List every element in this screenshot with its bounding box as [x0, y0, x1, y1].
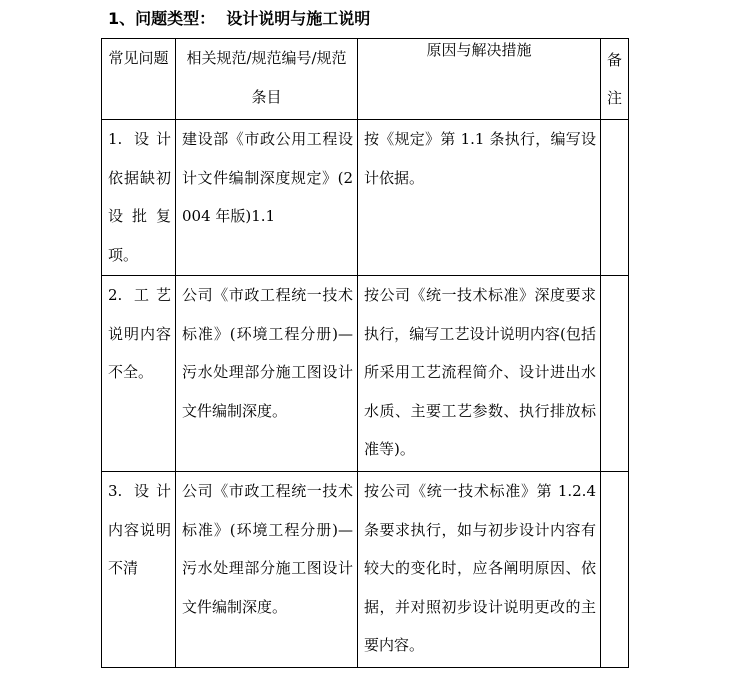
section-heading: [108, 8, 370, 30]
heading-number: 1、: [108, 9, 136, 28]
row-standard: 公司《市政工程统一技术标准》(环境工程分册)—污水处理部分施工图设计文件编制深度。: [182, 286, 353, 420]
row-category-cell: [102, 276, 176, 472]
row-category-cell: [102, 120, 176, 276]
row-standard: 公司《市政工程统一技术标准》(环境工程分册)—污水处理部分施工图设计文件编制深度。: [182, 482, 353, 616]
row-category: 1. 设计依据缺初设批复项。: [108, 130, 171, 264]
header-resolution: 原因与解决措施: [426, 41, 532, 59]
row-resolution: 按公司《统一技术标准》第 1.2.4 条要求执行，如与初步设计内容有较大的变化时，应各阐明原因、依据，并对照初步设计说明更改的主要内容。: [364, 482, 596, 654]
header-category: 常见问题: [108, 49, 169, 67]
header-standard: 相关规范/规范编号/规范条目: [186, 49, 347, 106]
row-category: 2. 工艺说明内容不全。: [108, 286, 171, 381]
row-resolution-cell: [358, 472, 601, 668]
table-row: [102, 472, 629, 668]
row-resolution-cell: [358, 276, 601, 472]
header-note: 备注: [606, 51, 622, 107]
row-standard: 建设部《市政公用工程设计文件编制深度规定》(2004 年版)1.1: [182, 130, 353, 225]
row-resolution-cell: [358, 120, 601, 276]
row-standard-cell: [176, 472, 358, 668]
row-note-cell: [601, 120, 629, 276]
issues-table: [101, 38, 629, 668]
heading-label: 问题类型：: [135, 9, 216, 28]
table-header-row: [102, 39, 629, 120]
row-category: 3. 设计内容说明不清: [108, 482, 171, 577]
table-row: [102, 120, 629, 276]
heading-title: 设计说明与施工说明: [226, 9, 371, 28]
table-row: [102, 276, 629, 472]
row-standard-cell: [176, 120, 358, 276]
header-standard-cell: [176, 39, 358, 120]
row-category-cell: [102, 472, 176, 668]
header-category-cell: [102, 39, 176, 120]
row-resolution: 按《规定》第 1.1 条执行，编写设计依据。: [364, 130, 596, 187]
header-note-cell: [601, 39, 629, 120]
row-resolution: 按公司《统一技术标准》深度要求执行，编写工艺设计说明内容(包括所采用工艺流程简介、设计进出水水质、主要工艺参数、执行排放标准等)。: [364, 286, 596, 458]
row-note-cell: [601, 276, 629, 472]
header-resolution-cell: [358, 39, 601, 120]
row-standard-cell: [176, 276, 358, 472]
row-note-cell: [601, 472, 629, 668]
